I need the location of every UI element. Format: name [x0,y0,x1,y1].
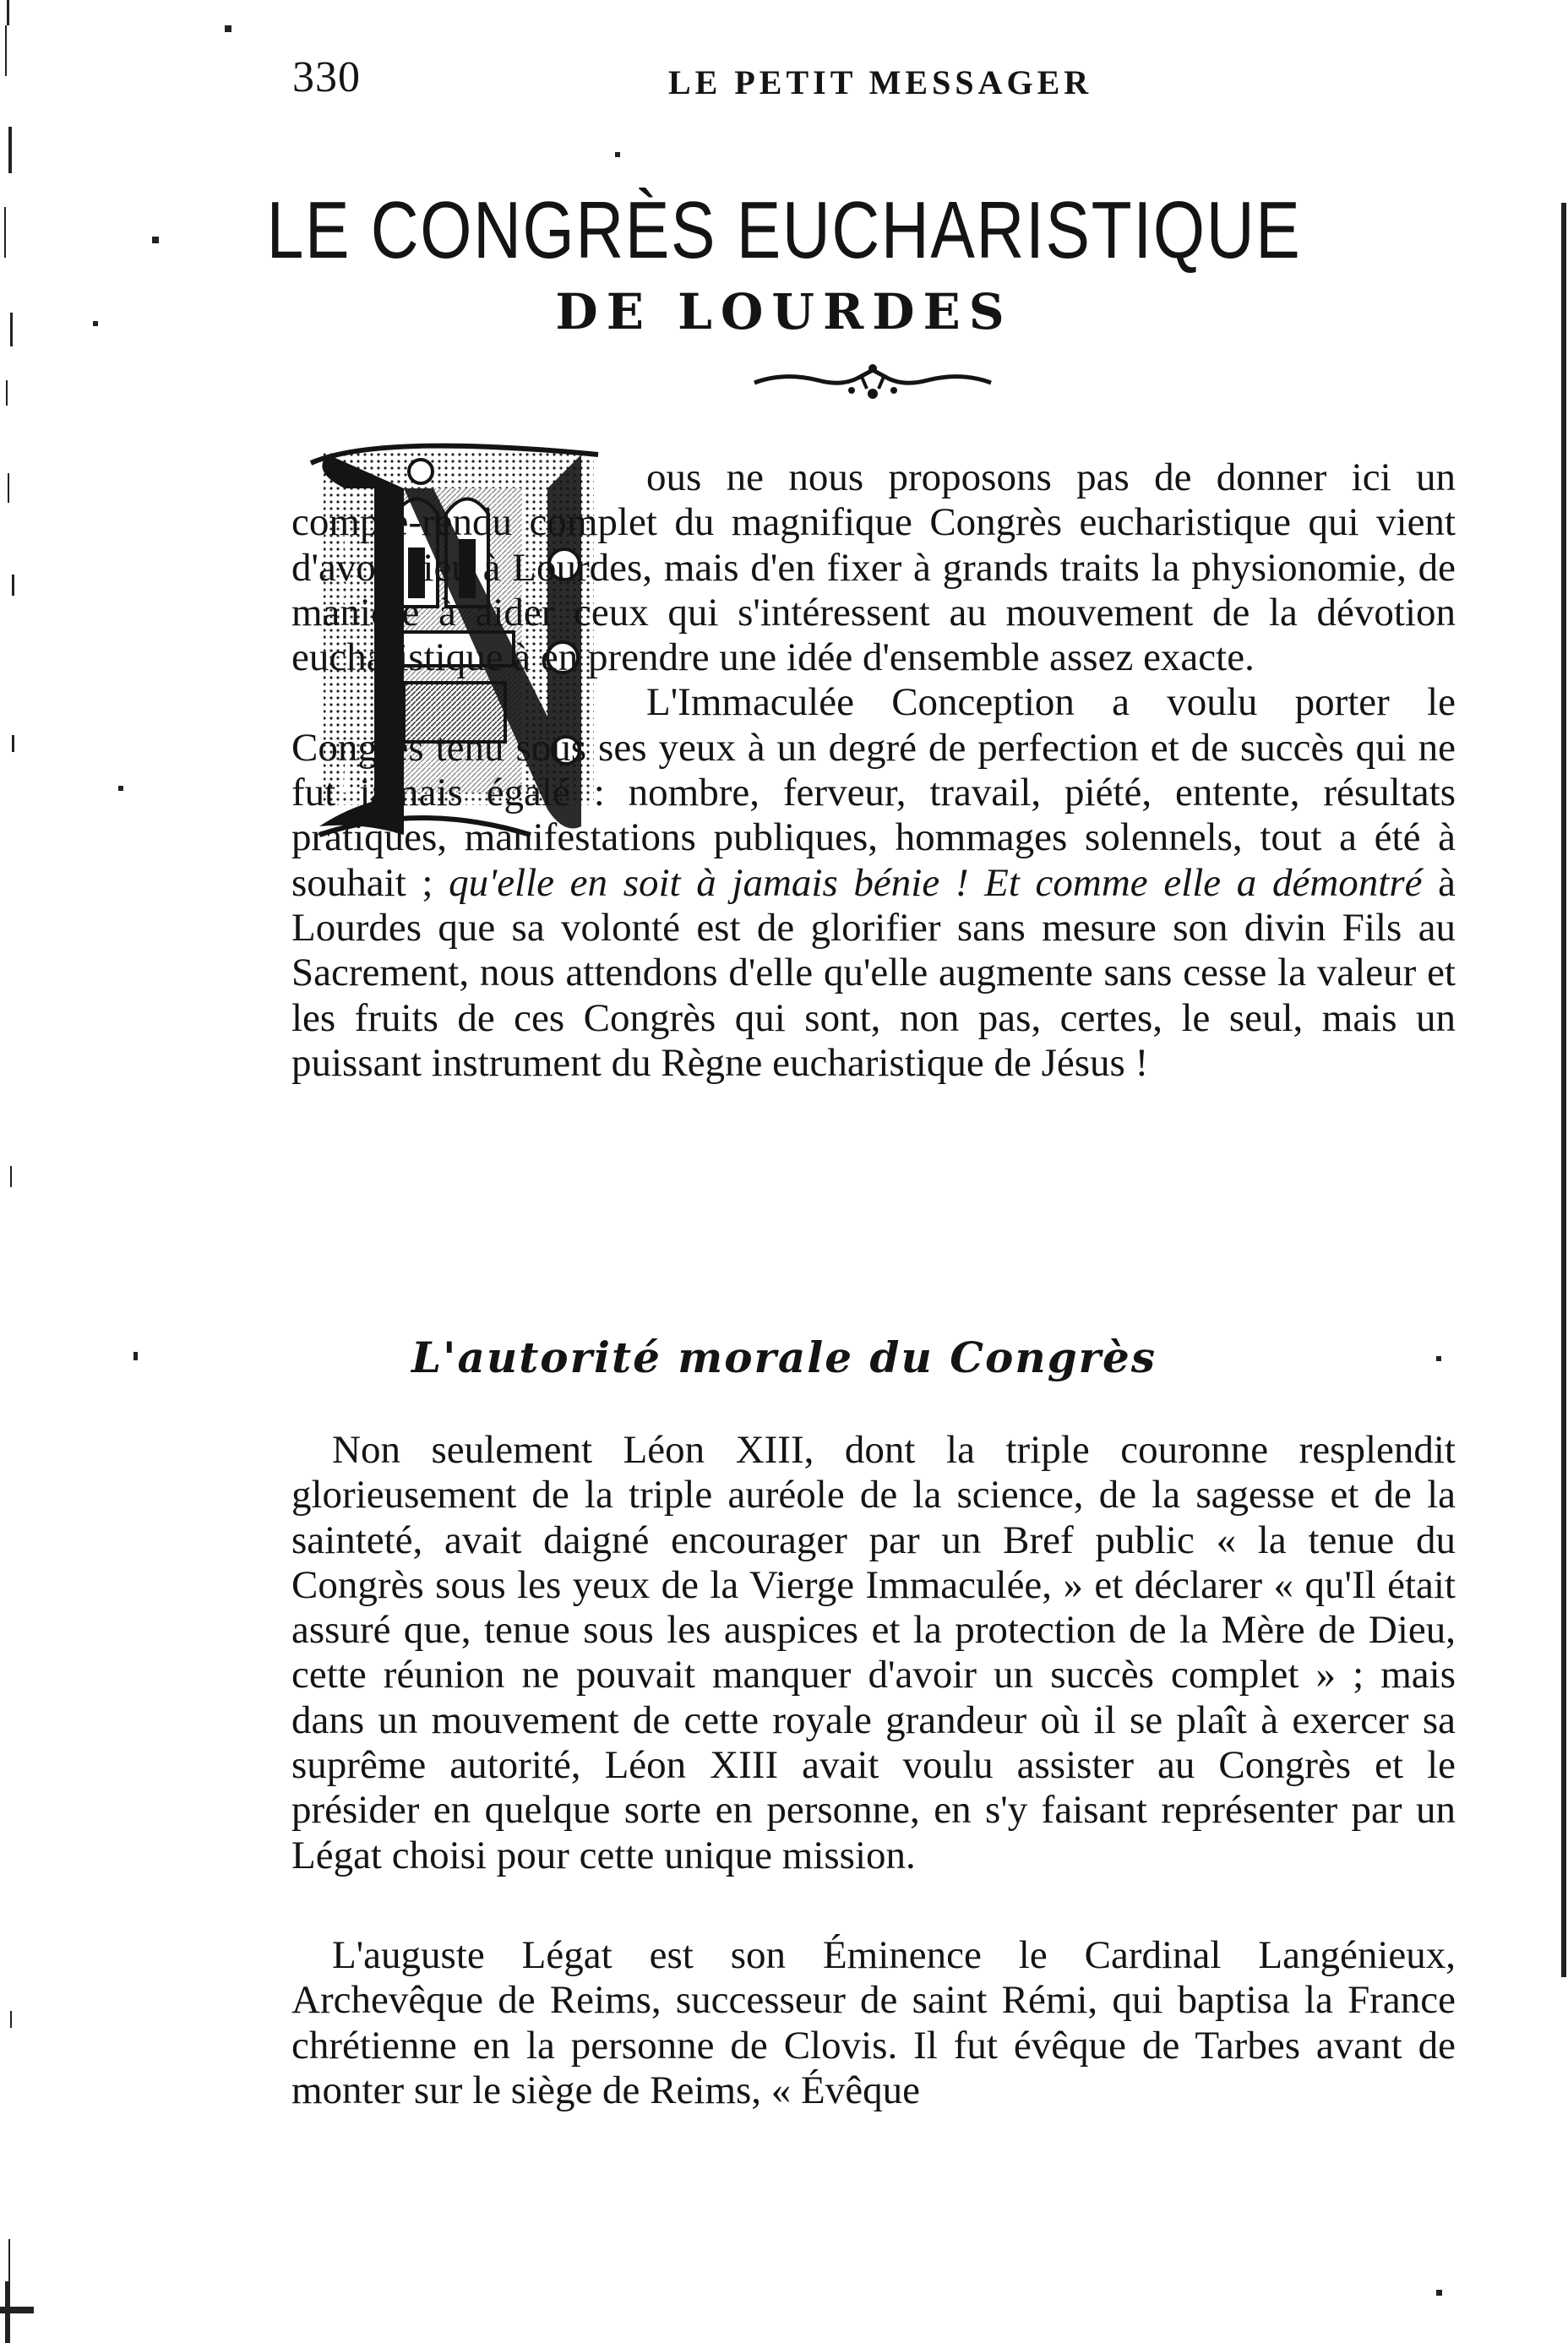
article-subtitle: DE LOURDES [555,283,1013,341]
section-heading: L'autorité morale du Congrès [411,1332,1157,1382]
page-number: 330 [292,53,361,101]
paragraph-2-italic: qu'elle en soit à jamais bénie ! Et comme elle a démontré [449,860,1423,905]
paragraph-3: Non seulement Léon XIII, dont la triple couronne resplendit glorieusement de la triple auréole de la science, de la sagesse et de la sainteté, avait daigné encourager par un Bref public « la tenue du Congrès sous les yeux de la Vierge Immaculée, » et déclarer « qu'Il était assuré que, tenue sous les auspices et la protection de la Mère de Dieu, cette réunion ne pouvait manquer d'avoir un succès complet » ; mais dans un mouvement de cette royale grandeur où il se plaît à exercer sa suprême autorité, Léon XIII avait voulu assister au Congrès et le présider en quelque sorte en personne, en s'y faisant représenter par un Légat choisi pour cette unique mission. [291,1428,1456,1877]
intro-paragraph [291,455,1456,1086]
article-title: LE CONGRÈS EUCHARISTIQUE [266,185,1302,275]
paragraph-2-end: à Lourdes que sa volonté est de glorifier sans mesure son divin Fils au Sacrement, nous attendons d'elle qu'elle augmente sans cesse la valeur et les fruits de ces Congrès qui sont, non pas, certes, le seul, mais un puissant instrument du Règne eucharistique de Jésus ! [291,860,1456,1085]
paragraph-4: L'auguste Légat est son Éminence le Cardinal Langénieux, Archevêque de Reims, successeur de saint Rémi, qui baptisa la France chrétienne en la personne de Clovis. Il fut évêque de Tarbes avant de monter sur le siège de Reims, « Évêque [291,1933,1456,2112]
title-ornament [750,362,995,404]
intro-text: ous ne nous proposons pas de donner ici un compte-rendu complet du magnifique Congrès eucharistique qui vient d'avoir lieu à Lourdes, mais d'en fixer à grands traits la physionomie, de manière à aider ceux qui s'intéressent au mouvement de la dévotion eucharistique à en prendre une idée d'ensemble assez exacte. [291,455,1456,680]
paragraph-2-start: L'Immaculée Conception a voulu porter le Congrès tenu sous ses yeux à un degré de perfection et de succès qui ne fut jamais égalé : nombre, ferveur, travail, piété, entente, résultats pratiques, manifestations publiques, hommages solennels, tout a été à souhait ; [291,680,1456,905]
page-header [0,52,1568,112]
running-title: LE PETIT MESSAGER [668,63,1093,101]
